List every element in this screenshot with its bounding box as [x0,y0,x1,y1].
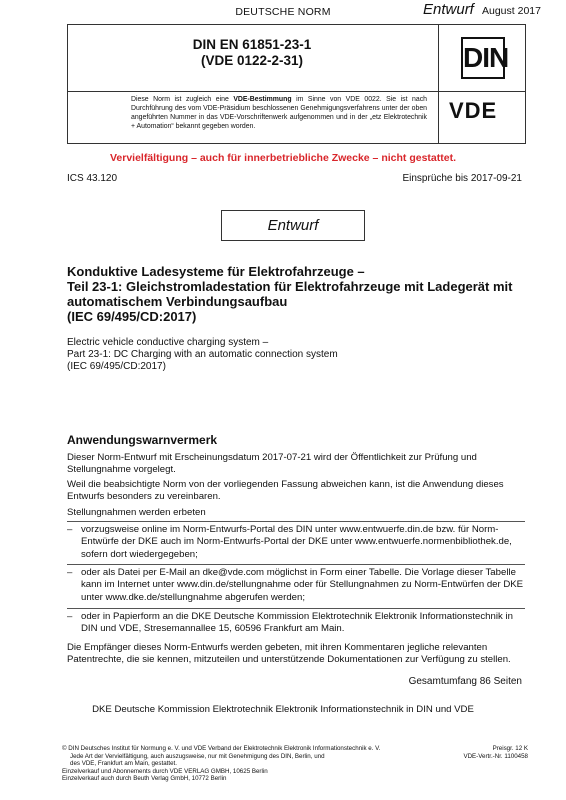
dke-line: DKE Deutsche Kommission Elektrotechnik Elektronik Informationstechnik in DIN und VDE [92,704,474,715]
reproduction-notice: Vervielfältigung – auch für innerbetriebliche Zwecke – nicht gestattet. [109,152,456,164]
footer-line: © DIN Deutsches Institut für Normung e. V. und VDE Verband der Elektrotechnik Elektronik Informationstechnik e. V. [62,745,381,752]
draft-stamp-text: Entwurf [267,217,319,234]
bestimmung-post: im Sinne von VDE 0022. Sie ist nach Durchführung des vom VDE-Präsidium beschlossenen Genehmigungsverfahrens unter der oben angeführten Nummer in das VDE-Vorschriftenwerk aufgenommen und in der „etz Elektrotechnik + Automation“ bekannt gegeben worden. [131,96,427,130]
vde-contract-number: VDE-Vertr.-Nr. 1100458 [463,752,528,760]
copyright-footer [62,745,442,783]
ics-code: ICS 43.120 [67,173,118,184]
warning-heading: Anwendungswarnvermerk [67,433,218,447]
warning-paragraph-2: Weil die beabsichtigte Norm von der vorliegenden Fassung abweichen kann, ist die Anwendung dieses Entwurfs besonders zu vereinbaren. [67,479,504,503]
draft-label: Entwurf [423,1,474,18]
title-en-line: Electric vehicle conductive charging system – [67,337,269,348]
draft-stamp-box [221,210,365,241]
box-vertical-divider [438,25,439,143]
list-dash: – [67,567,73,578]
list-dash: – [67,611,73,622]
title-de-line: Teil 23-1: Gleichstromladestation für Elektrofahrzeuge mit Ladegerät mit [67,279,513,294]
norm-number-block [67,37,437,69]
title-de-line: Konduktive Ladesysteme für Elektrofahrzeuge – [67,264,365,279]
total-pages: Gesamtumfang 86 Seiten [408,676,522,687]
title-en-line: (IEC 69/495/CD:2017) [67,361,166,372]
vde-bestimmung-note [131,95,427,131]
list-item-text: oder als Datei per E-Mail an dke@vde.com möglichst in Form einer Tabelle. Die Vorlage dieser Tabelle kann im Internet unter www.din.de/stellungnahme oder für Stellungnahmen zu Norm-Entwürfen der DKE unter www.dke.de/stellungnahme abgerufen werden; [81,567,524,603]
din-logo-text: DIN [463,42,509,73]
title-english [67,337,537,373]
list-dash: – [67,524,73,535]
footer-line: Einzelverkauf auch durch Beuth Verlag GmbH, 10772 Berlin [62,775,227,783]
footer-line: des VDE, Frankfurt am Main, gestattet. [70,760,177,768]
vde-logo: VDE [449,98,498,123]
title-german [67,264,537,324]
document-type-label: DEUTSCHE NORM [235,6,331,18]
bestimmung-bold: VDE-Bestimmung [233,96,292,103]
list-separator [67,564,525,565]
din-logo [461,37,509,79]
title-en-line: Part 23-1: DC Charging with an automatic connection system [67,349,338,360]
footer-line: Jede Art der Vervielfältigung, auch auszugsweise, nur mit Genehmigung des DIN, Berlin, und [70,752,325,760]
bestimmung-pre: Diese Norm ist zugleich eine [131,96,234,103]
list-separator [67,608,525,609]
list-item-text: oder in Papierform an die DKE Deutsche Kommission Elektrotechnik Elektronik Informationstechnik in DIN und VDE, Stresemannallee 15, 60596 Frankfurt am Main. [81,611,513,635]
warning-paragraph-4: Die Empfänger dieses Norm-Entwurfs werden gebeten, mit ihren Kommentaren jegliche relevanten Patentrechte, die sie kennen, mitzuteilen und unterstützende Dokumentationen zur Verfügung zu stellen. [67,642,511,666]
warning-paragraph-1: Dieser Norm-Entwurf mit Erscheinungsdatum 2017-07-21 wird der Öffentlichkeit zur Prüfung und Stellungnahme vorgelegt. [67,452,477,476]
title-de-line: (IEC 69/495/CD:2017) [67,309,197,324]
issue-date: August 2017 [482,5,541,17]
list-item-text: vorzugsweise online im Norm-Entwurfs-Portal des DIN unter www.entwuerfe.din.de bzw. für Norm-Entwürfe der DKE auch im Norm-Entwurfs-Portal der DKE unter www.entwuerfe.normenbibliothek.de, sofern dort wiedergegeben; [81,524,512,560]
norm-number: DIN EN 61851-23-1 [192,37,312,52]
price-group: Preisgr. 12 K [492,745,528,752]
vde-classification-number: (VDE 0122-2-31) [200,53,304,68]
objection-deadline: Einsprüche bis 2017-09-21 [402,173,522,184]
list-separator [67,521,525,522]
footer-line: Einzelverkauf und Abonnements durch VDE VERLAG GMBH, 10625 Berlin [62,767,268,775]
title-de-line: automatischem Verbindungsaufbau [67,294,288,309]
price-footer [463,745,528,760]
warning-paragraph-3: Stellungnahmen werden erbeten [67,507,206,518]
box-horizontal-divider [68,91,525,92]
